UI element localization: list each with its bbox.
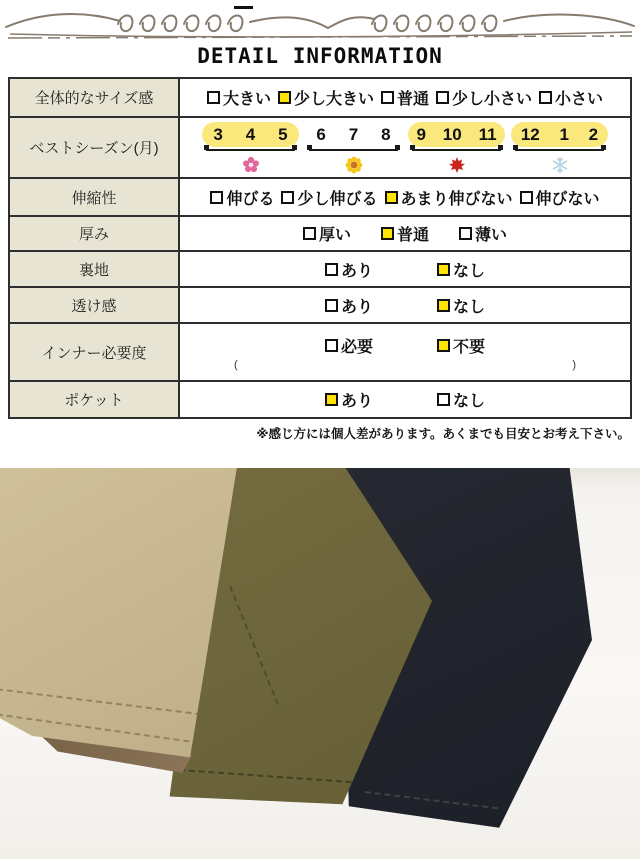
checkbox-icon (325, 339, 338, 352)
table-row-pocket (10, 382, 630, 417)
option: 厚い (303, 222, 351, 245)
option: あまり伸びない (385, 186, 513, 209)
season-group-winter (511, 122, 608, 175)
checkbox-icon (436, 91, 449, 104)
season-group-autumn (408, 122, 505, 175)
disclaimer-footnote: ※感じ方には個人差があります。あくまでも目安とお考え下さい。 (256, 427, 630, 441)
season-group-summer (305, 122, 402, 175)
decorative-flourish (2, 6, 638, 42)
checkbox-icon (325, 263, 338, 276)
season-bracket (309, 144, 398, 151)
table-row-size (10, 79, 630, 118)
season-bracket (515, 144, 604, 151)
table-row-stretch (10, 179, 630, 217)
checkbox-icon (381, 227, 394, 240)
option: なし (437, 258, 485, 281)
checkbox-icon (437, 339, 450, 352)
option: なし (437, 294, 485, 317)
season-bracket (206, 144, 295, 151)
row-options (186, 258, 624, 281)
checkbox-icon (325, 393, 338, 406)
month-pill: 6 7 8 (316, 124, 391, 144)
row-label: 厚み (10, 217, 180, 250)
hem-stitch (0, 712, 209, 745)
checkbox-icon (459, 227, 472, 240)
checkbox-icon (303, 227, 316, 240)
checkbox-icon (437, 263, 450, 276)
row-label: ベストシーズン(月) (10, 118, 180, 177)
row-options (186, 294, 624, 317)
option: 普通 (381, 222, 429, 245)
sunflower-icon (345, 156, 363, 174)
option: あり (325, 294, 373, 317)
checkbox-icon (210, 191, 223, 204)
option: 薄い (459, 222, 507, 245)
month-pill: 9 10 11 (408, 122, 505, 147)
option: 伸びない (520, 186, 600, 209)
option: 伸びる (210, 186, 274, 209)
row-options (186, 334, 624, 357)
row-label: インナー必要度 (10, 324, 180, 380)
table-row-inner (10, 324, 630, 382)
option: 不要 (437, 334, 485, 357)
option: 小さい (539, 86, 603, 109)
row-label: 伸縮性 (10, 179, 180, 215)
option: あり (325, 388, 373, 411)
hem-stitch (365, 791, 499, 809)
season-groups (186, 120, 624, 175)
row-options (186, 388, 624, 411)
checkbox-icon (381, 91, 394, 104)
top-crop-mark (234, 6, 253, 9)
product-photo (0, 468, 640, 859)
table-row-sheerness (10, 288, 630, 324)
option: なし (437, 388, 485, 411)
option: あり (325, 258, 373, 281)
checkbox-icon (278, 91, 291, 104)
option: 必要 (325, 334, 373, 357)
option: 少し伸びる (281, 186, 377, 209)
checkbox-icon (437, 299, 450, 312)
cherry-blossom-icon (242, 156, 260, 174)
season-bracket (412, 144, 501, 151)
row-label: 裏地 (10, 252, 180, 286)
row-options (186, 222, 624, 245)
page-title: DETAIL INFORMATION (197, 44, 443, 68)
maple-leaf-icon (448, 156, 466, 174)
snowflake-icon (551, 156, 569, 174)
row-label: ポケット (10, 382, 180, 417)
row-options (186, 86, 624, 109)
checkbox-icon (520, 191, 533, 204)
detail-information-table (8, 77, 632, 419)
option: 少し大きい (278, 86, 374, 109)
checkbox-icon (207, 91, 220, 104)
table-row-season (10, 118, 630, 179)
checkbox-icon (325, 299, 338, 312)
row-options (186, 186, 624, 209)
row-label: 透け感 (10, 288, 180, 322)
seam-stitch (229, 586, 279, 705)
checkbox-icon (281, 191, 294, 204)
table-row-thickness (10, 217, 630, 252)
option: 少し小さい (436, 86, 532, 109)
checkbox-icon (539, 91, 552, 104)
option: 大きい (207, 86, 271, 109)
option: 普通 (381, 86, 429, 109)
hem-stitch (179, 769, 352, 783)
month-pill: 3 4 5 (202, 122, 299, 147)
inner-note-parens: ( ) (234, 358, 576, 371)
checkbox-icon (437, 393, 450, 406)
table-row-lining (10, 252, 630, 288)
checkbox-icon (385, 191, 398, 204)
row-label: 全体的なサイズ感 (10, 79, 180, 116)
month-pill: 12 1 2 (511, 122, 608, 147)
season-group-spring (202, 122, 299, 175)
